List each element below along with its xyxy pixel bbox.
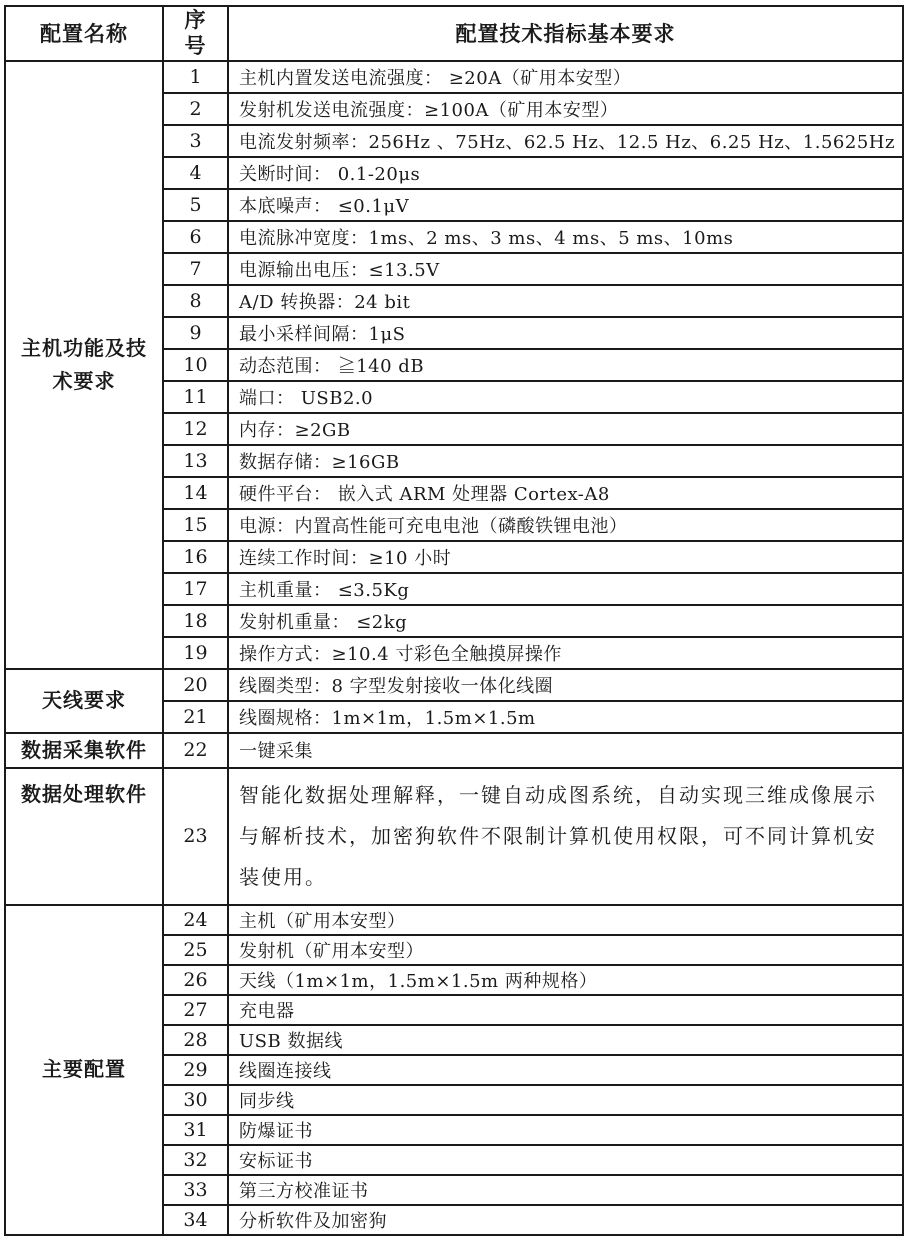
serial-no-cell: 8 — [163, 285, 228, 317]
requirement-cell: 第三方校准证书 — [228, 1175, 903, 1205]
serial-no-cell: 22 — [163, 733, 228, 768]
table-body — [5, 61, 903, 1235]
requirement-cell: 电源：内置高性能可充电电池（磷酸铁锂电池） — [228, 509, 903, 541]
requirement-cell: 硬件平台： 嵌入式 ARM 处理器 Cortex-A8 — [228, 477, 903, 509]
header-requirements: 配置技术指标基本要求 — [228, 6, 903, 61]
serial-no-cell: 27 — [163, 995, 228, 1025]
serial-no-cell: 12 — [163, 413, 228, 445]
requirement-cell: 数据存储：≥16GB — [228, 445, 903, 477]
serial-no-cell: 16 — [163, 541, 228, 573]
table-row — [5, 768, 903, 905]
serial-no-cell: 29 — [163, 1055, 228, 1085]
requirement-cell: 主机（矿用本安型） — [228, 905, 903, 935]
requirement-cell: 同步线 — [228, 1085, 903, 1115]
serial-no-cell: 6 — [163, 221, 228, 253]
section-name-cell: 天线要求 — [5, 669, 163, 733]
requirement-cell: 本底噪声： ≤0.1μV — [228, 189, 903, 221]
requirement-cell: 电流脉冲宽度：1ms、2 ms、3 ms、4 ms、5 ms、10ms — [228, 221, 903, 253]
serial-no-cell: 2 — [163, 93, 228, 125]
requirement-cell: 连续工作时间：≥10 小时 — [228, 541, 903, 573]
serial-no-cell: 14 — [163, 477, 228, 509]
requirement-cell: 主机内置发送电流强度： ≥20A（矿用本安型） — [228, 61, 903, 93]
requirement-cell: 电源输出电压：≤13.5V — [228, 253, 903, 285]
requirement-cell: 线圈规格：1m×1m，1.5m×1.5m — [228, 701, 903, 733]
serial-no-cell: 24 — [163, 905, 228, 935]
serial-no-cell: 26 — [163, 965, 228, 995]
requirement-cell: 发射机发送电流强度：≥100A（矿用本安型） — [228, 93, 903, 125]
serial-no-cell: 19 — [163, 637, 228, 669]
requirement-cell: 发射机重量： ≤2kg — [228, 605, 903, 637]
serial-no-cell: 23 — [163, 768, 228, 905]
requirement-cell: 电流发射频率：256Hz 、75Hz、62.5 Hz、12.5 Hz、6.25 Hz、1.5625Hz — [228, 125, 903, 157]
serial-no-cell: 28 — [163, 1025, 228, 1055]
requirement-cell: 分析软件及加密狗 — [228, 1205, 903, 1235]
serial-no-cell: 25 — [163, 935, 228, 965]
requirement-cell: 最小采样间隔：1μS — [228, 317, 903, 349]
serial-no-cell: 4 — [163, 157, 228, 189]
table-row — [5, 61, 903, 93]
requirement-cell: 主机重量： ≤3.5Kg — [228, 573, 903, 605]
requirement-cell: 动态范围： ≧140 dB — [228, 349, 903, 381]
serial-no-cell: 20 — [163, 669, 228, 701]
requirement-cell: 安标证书 — [228, 1145, 903, 1175]
serial-no-cell: 11 — [163, 381, 228, 413]
serial-no-cell: 18 — [163, 605, 228, 637]
requirement-cell: 发射机（矿用本安型） — [228, 935, 903, 965]
serial-no-cell: 34 — [163, 1205, 228, 1235]
serial-no-cell: 9 — [163, 317, 228, 349]
header-config-name: 配置名称 — [5, 6, 163, 61]
serial-no-cell: 3 — [163, 125, 228, 157]
requirement-cell: 一键采集 — [228, 733, 903, 768]
serial-no-cell: 30 — [163, 1085, 228, 1115]
header-serial-no-label: 序号 — [184, 7, 207, 59]
table-row — [5, 733, 903, 768]
requirement-cell: 端口： USB2.0 — [228, 381, 903, 413]
header-row — [5, 6, 903, 61]
requirement-cell: 充电器 — [228, 995, 903, 1025]
serial-no-cell: 31 — [163, 1115, 228, 1145]
serial-no-cell: 1 — [163, 61, 228, 93]
requirement-cell: 线圈连接线 — [228, 1055, 903, 1085]
requirement-cell: 操作方式：≥10.4 寸彩色全触摸屏操作 — [228, 637, 903, 669]
table-row — [5, 905, 903, 935]
serial-no-cell: 32 — [163, 1145, 228, 1175]
requirement-cell: 智能化数据处理解释，一键自动成图系统，自动实现三维成像展示与解析技术，加密狗软件不限制计算机使用权限，可不同计算机安装使用。 — [228, 768, 903, 905]
requirement-cell: 线圈类型：8 字型发射接收一体化线圈 — [228, 669, 903, 701]
serial-no-cell: 10 — [163, 349, 228, 381]
requirement-cell: 内存：≥2GB — [228, 413, 903, 445]
requirement-cell: 防爆证书 — [228, 1115, 903, 1145]
section-name-cell: 主要配置 — [5, 905, 163, 1235]
section-name-cell: 数据处理软件 — [5, 768, 163, 905]
serial-no-cell: 21 — [163, 701, 228, 733]
serial-no-cell: 5 — [163, 189, 228, 221]
serial-no-cell: 17 — [163, 573, 228, 605]
serial-no-cell: 15 — [163, 509, 228, 541]
section-name-cell: 主机功能及技术要求 — [5, 61, 163, 669]
requirement-cell: USB 数据线 — [228, 1025, 903, 1055]
serial-no-cell: 7 — [163, 253, 228, 285]
header-serial-no — [163, 6, 228, 61]
requirement-cell: 天线（1m×1m，1.5m×1.5m 两种规格） — [228, 965, 903, 995]
requirement-cell: 关断时间： 0.1-20μs — [228, 157, 903, 189]
serial-no-cell: 13 — [163, 445, 228, 477]
section-name-cell: 数据采集软件 — [5, 733, 163, 768]
requirement-cell: A/D 转换器：24 bit — [228, 285, 903, 317]
spec-table — [4, 5, 904, 1236]
serial-no-cell: 33 — [163, 1175, 228, 1205]
table-header — [5, 6, 903, 61]
table-row — [5, 669, 903, 701]
